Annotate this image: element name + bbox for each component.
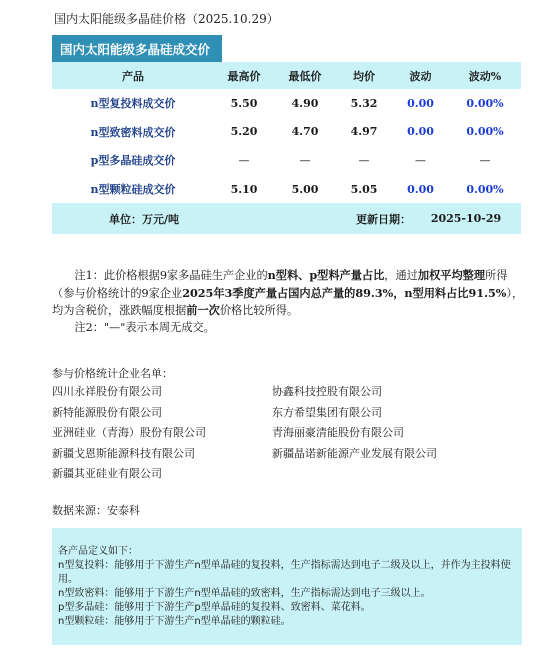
company-name: 新疆晶诺新能源产业发展有限公司 (272, 446, 437, 460)
definition-item: p型多晶硅：能够用于下游生产p型单晶硅的复投料、致密料、菜花料。 (58, 602, 371, 613)
table-row (52, 175, 521, 204)
high-price: — (238, 153, 250, 167)
high-price: 5.10 (230, 182, 258, 196)
table-title: 国内太阳能级多晶硅成交价 (52, 35, 222, 62)
header-product: 产品 (122, 69, 144, 83)
list-item (52, 463, 522, 484)
note-2: 注2："—"表示本周无成交。 (74, 320, 215, 334)
company-list (52, 381, 522, 484)
list-item (52, 443, 522, 464)
definition-item: n型致密料：能够用于下游生产n型单晶硅的致密料，生产指标需达到电子三级以上。 (58, 588, 431, 599)
avg-price: 4.97 (350, 125, 378, 139)
definitions-box (52, 528, 522, 645)
price-change-pct: 0.00% (466, 182, 504, 196)
company-name: 东方希望集团有限公司 (272, 405, 382, 419)
price-change: — (415, 153, 426, 167)
definition-item: n型复投料：能够用于下游生产n型单晶硅的复投料，生产指标需达到电子二级及以上，并作为主投料使用。 (58, 560, 511, 585)
list-item (52, 381, 522, 402)
price-change: 0.00 (407, 182, 434, 196)
price-table (52, 62, 521, 234)
avg-price: 5.05 (350, 182, 378, 196)
header-change: 波动 (409, 69, 432, 83)
price-change-pct: 0.00% (466, 125, 504, 139)
update-date-label: 更新日期： (356, 212, 411, 226)
company-name: 协鑫科技控股有限公司 (272, 385, 382, 399)
header-change-pct: 波动% (468, 69, 502, 83)
price-change-pct: 0.00% (466, 96, 504, 110)
table-row (52, 118, 521, 147)
price-change-pct: — (479, 153, 491, 167)
company-name: 新特能源股份有限公司 (52, 405, 162, 419)
avg-price: 5.32 (350, 96, 378, 110)
high-price: 5.20 (230, 125, 258, 139)
price-change: 0.00 (407, 125, 434, 139)
list-item (52, 402, 522, 423)
product-name: p型多晶硅成交价 (90, 154, 176, 168)
header-avg: 均价 (353, 69, 375, 83)
definition-item: n型颗粒硅：能够用于下游生产n型单晶硅的颗粒硅。 (58, 616, 291, 627)
page-title: 国内太阳能级多晶硅价格（2025.10.29） (54, 12, 279, 26)
company-name: 新疆其亚硅业有限公司 (52, 467, 162, 481)
table-footer-row (52, 203, 521, 234)
product-name: n型颗粒硅成交价 (90, 183, 176, 197)
product-name: n型复投料成交价 (90, 97, 176, 111)
header-low: 最低价 (288, 69, 322, 83)
company-name: 亚洲硅业（青海）股份有限公司 (52, 426, 206, 440)
companies-title: 参与价格统计企业名单： (52, 367, 173, 380)
table-row (52, 146, 521, 175)
update-date: 2025-10-29 (430, 212, 502, 226)
company-name: 青海丽豪清能股份有限公司 (272, 426, 404, 440)
note-1: 注1：此价格根据9家多晶硅生产企业的n型料、p型料产量占比，通过加权平均整理所得（参与价格统计的9家企业2025年3季度产量占国内总产量的89.3%，n型用料占比91.5%），均为含税价，涨跌幅度根据前一次价格比较所得。 (52, 268, 524, 317)
low-price: 4.90 (291, 96, 319, 110)
low-price: 4.70 (291, 125, 319, 139)
unit-label: 单位：万元/吨 (108, 212, 180, 226)
list-item (52, 422, 522, 443)
high-price: 5.50 (230, 96, 258, 110)
notes (52, 267, 524, 336)
price-change: 0.00 (407, 96, 434, 110)
table-row (52, 89, 521, 118)
company-name: 新疆戈恩斯能源科技有限公司 (52, 446, 195, 460)
product-name: n型致密料成交价 (90, 125, 176, 139)
definitions-title: 各产品定义如下： (58, 546, 138, 557)
low-price: — (299, 153, 311, 167)
avg-price: — (358, 153, 370, 167)
header-high: 最高价 (227, 69, 261, 83)
low-price: 5.00 (291, 182, 319, 196)
data-source: 数据来源：安泰科 (52, 504, 140, 517)
table-header-row (52, 62, 521, 89)
company-name: 四川永祥股份有限公司 (52, 385, 162, 399)
